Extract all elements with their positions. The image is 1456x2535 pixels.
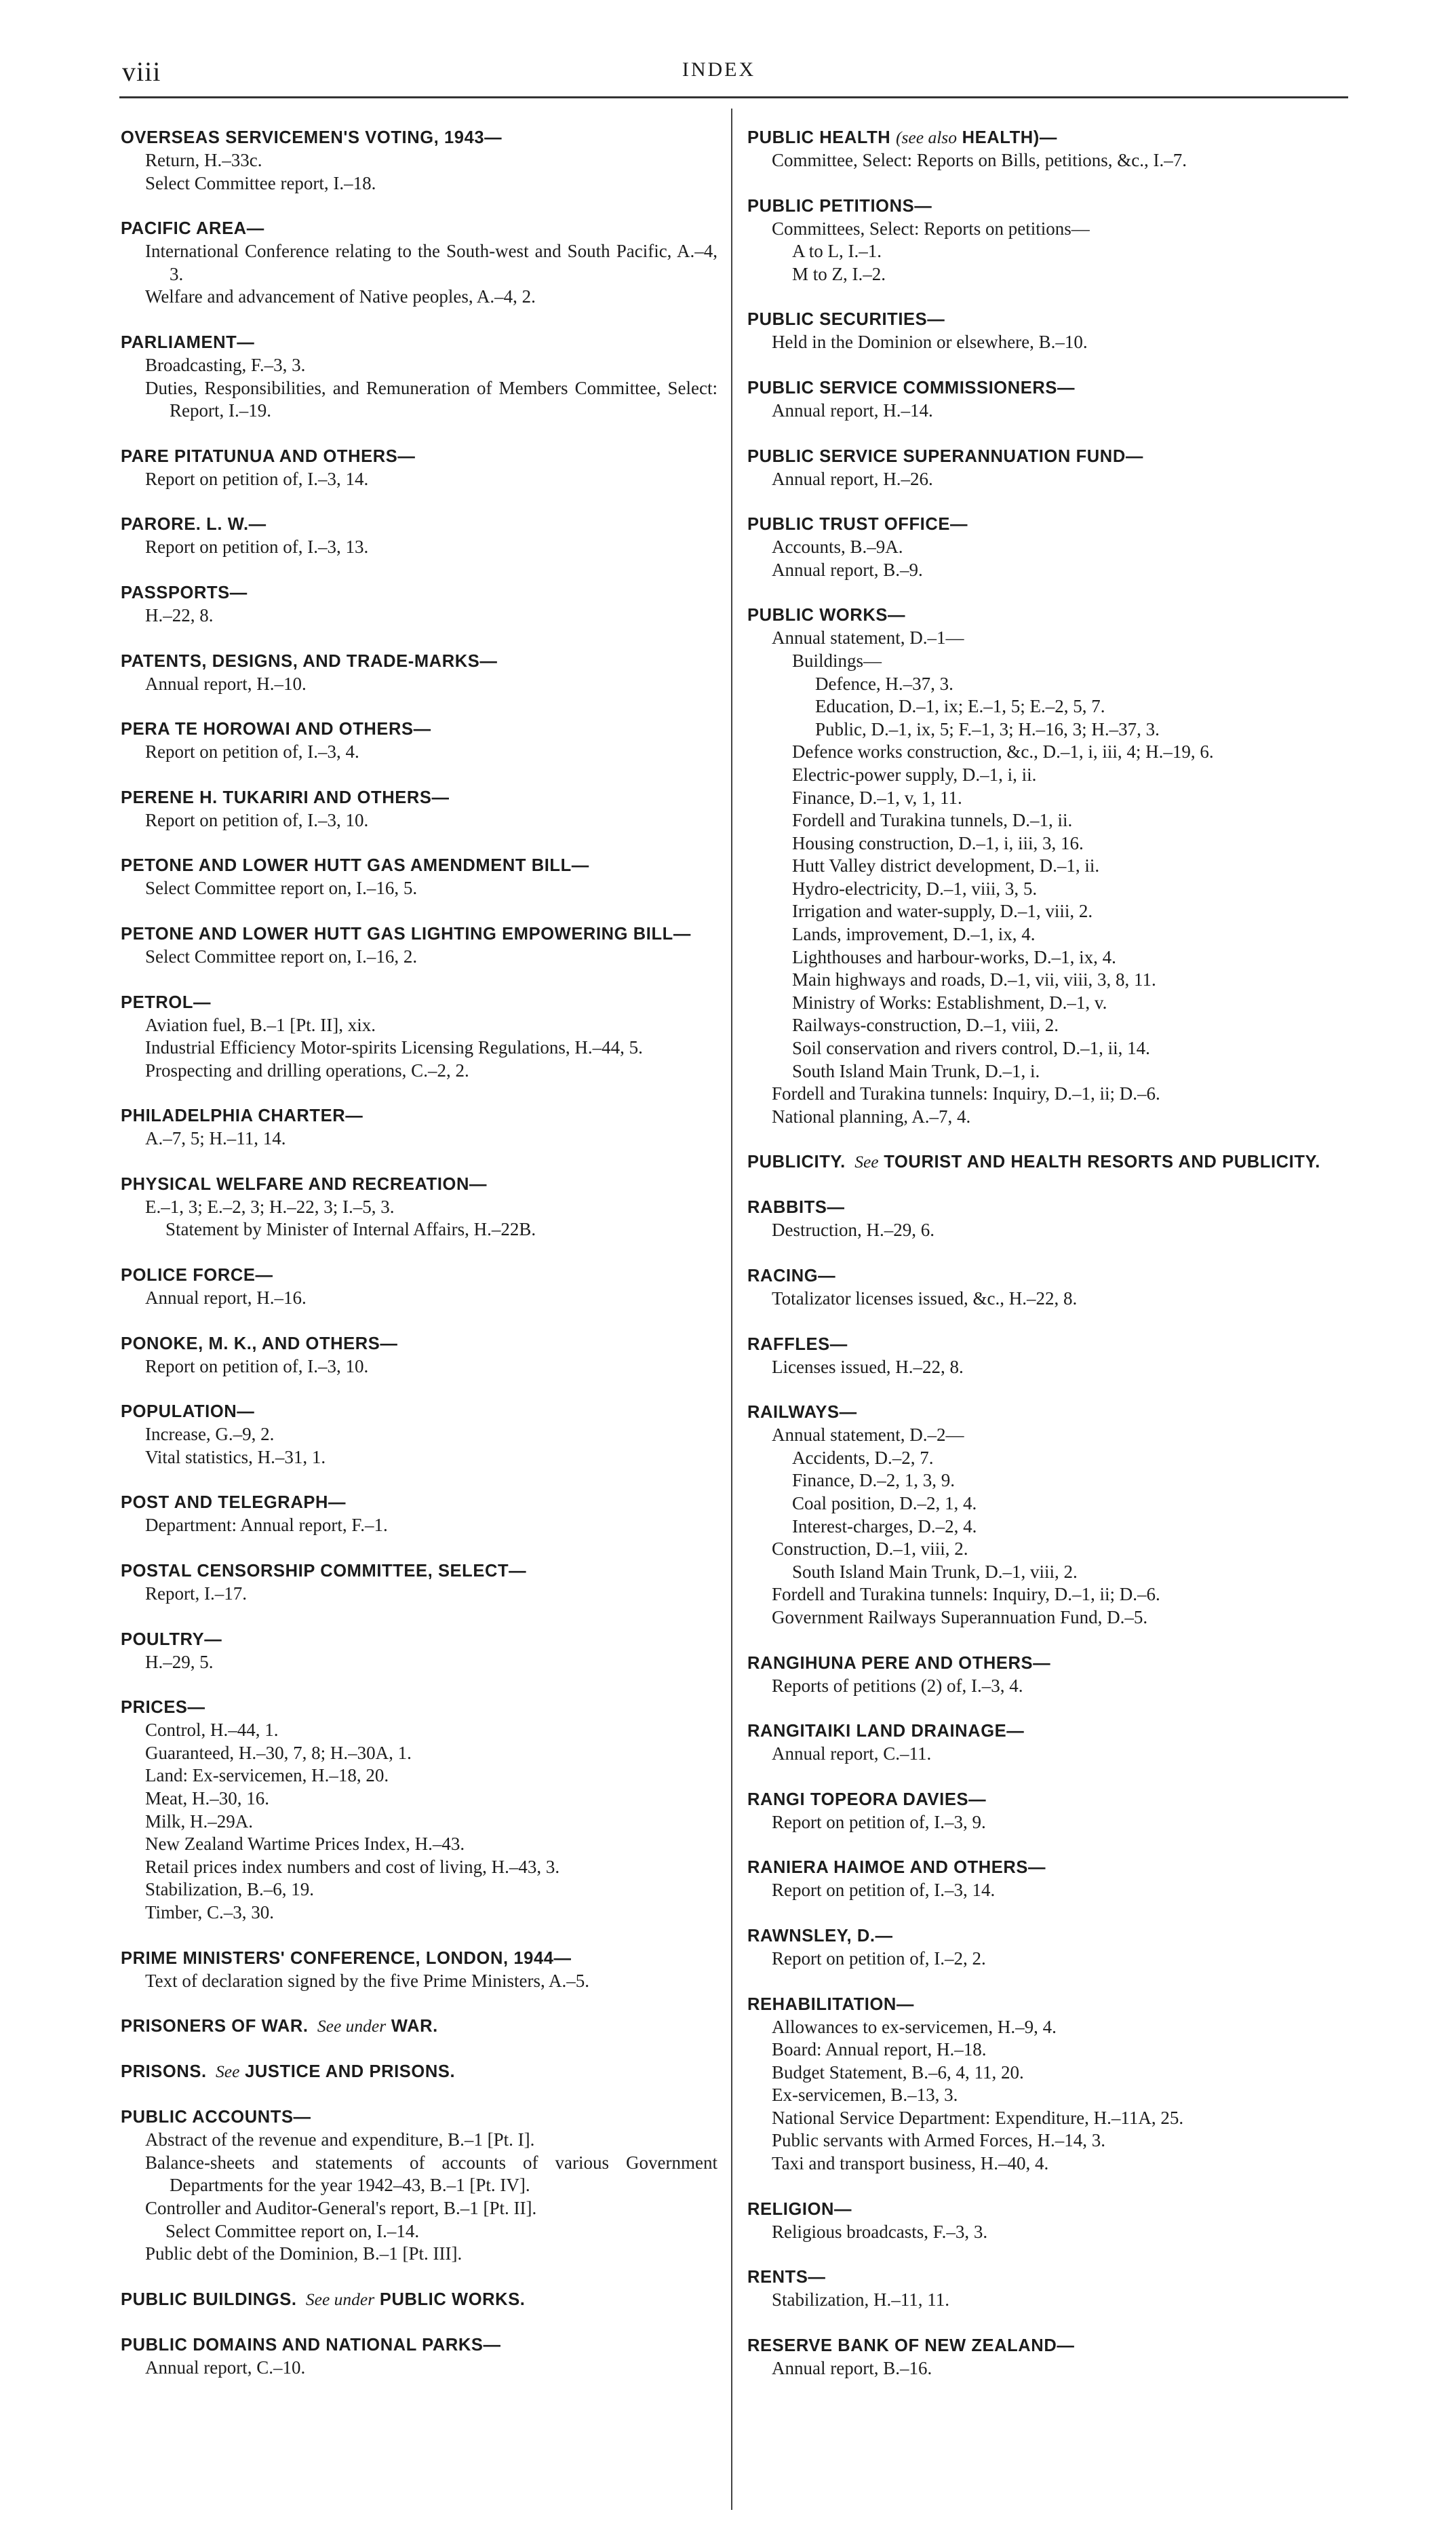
heading-text: PUBLIC DOMAINS AND NATIONAL PARKS— — [121, 2335, 501, 2355]
index-entry — [121, 1696, 717, 1924]
entry-subline: E.–1, 3; E.–2, 3; H.–22, 3; I.–5, 3. — [145, 1196, 395, 1217]
entry-heading — [747, 1993, 1344, 2016]
entry-heading — [121, 1332, 717, 1355]
entry-subline: Accidents, D.–2, 7. — [792, 1447, 934, 1468]
index-entry — [121, 1400, 717, 1469]
index-entry — [747, 126, 1344, 172]
entry-subline: Report on petition of, I.–3, 9. — [772, 1811, 986, 1832]
see-target: WAR. — [391, 2017, 438, 2036]
entry-subline: Annual report, H.–16. — [145, 1288, 307, 1309]
entry-subline: Coal position, D.–2, 1, 4. — [792, 1492, 977, 1513]
entry-heading — [121, 1264, 717, 1287]
entry-subline: Education, D.–1, ix; E.–1, 5; E.–2, 5, 7. — [815, 696, 1105, 717]
heading-text: PUBLIC SERVICE COMMISSIONERS— — [747, 378, 1076, 398]
entry-subline: Annual report, C.–10. — [145, 2357, 306, 2378]
entry-subline: Taxi and transport business, H.–40, 4. — [772, 2153, 1049, 2174]
entry-heading — [121, 2015, 717, 2038]
entry-heading — [747, 1652, 1344, 1675]
entry-subline: Committees, Select: Reports on petitions— — [772, 218, 1090, 239]
index-entry — [121, 923, 717, 969]
entry-heading — [121, 1628, 717, 1651]
entry-heading — [121, 991, 717, 1014]
entry-subline: Select Committee report on, I.–16, 5. — [145, 878, 418, 899]
index-entry — [121, 581, 717, 627]
index-entry — [121, 1560, 717, 1606]
entry-subline: Defence, H.–37, 3. — [815, 673, 953, 694]
entry-subline: Destruction, H.–29, 6. — [772, 1220, 934, 1241]
entry-subline: A.–7, 5; H.–11, 14. — [145, 1128, 286, 1149]
entry-subline: New Zealand Wartime Prices Index, H.–43. — [145, 1834, 465, 1855]
entry-heading — [121, 1104, 717, 1127]
entry-subline: Budget Statement, B.–6, 4, 11, 20. — [772, 2062, 1024, 2083]
see-also-target: HEALTH)— — [962, 128, 1057, 147]
entry-subline: Irrigation and water-supply, D.–1, viii, 2. — [792, 901, 1093, 922]
entry-heading — [121, 2334, 717, 2357]
heading-text: POSTAL CENSORSHIP COMMITTEE, SELECT— — [121, 1562, 527, 1581]
entry-subline: Construction, D.–1, viii, 2. — [772, 1539, 968, 1560]
entry-heading — [747, 1333, 1344, 1356]
entry-heading — [747, 126, 1344, 149]
index-entry — [747, 1993, 1344, 2175]
entry-subline: Increase, G.–9, 2. — [145, 1424, 275, 1445]
heading-text: PRISONERS OF WAR. — [121, 2017, 309, 2036]
entry-heading — [121, 581, 717, 604]
entry-subline: Ex-servicemen, B.–13, 3. — [772, 2085, 958, 2106]
entry-subline: Report on petition of, I.–3, 13. — [145, 537, 369, 558]
index-entry — [747, 445, 1344, 491]
heading-text: PUBLICITY. — [747, 1153, 846, 1172]
index-entry — [121, 513, 717, 559]
heading-text: RANGITAIKI LAND DRAINAGE— — [747, 1722, 1025, 1741]
index-entry — [121, 1104, 717, 1150]
entry-heading — [121, 2288, 717, 2311]
entry-subline: Reports of petitions (2) of, I.–3, 4. — [772, 1675, 1023, 1696]
heading-text: PRISONS. — [121, 2062, 207, 2082]
heading-text: PRIME MINISTERS' CONFERENCE, LONDON, 1944— — [121, 1948, 572, 1968]
heading-text: PUBLIC SECURITIES— — [747, 310, 945, 330]
entry-subline: Select Committee report on, I.–14. — [165, 2220, 420, 2241]
entry-subline: H.–22, 8. — [145, 604, 214, 625]
index-entry — [121, 1947, 717, 1993]
heading-text: PUBLIC HEALTH — [747, 128, 891, 147]
index-entry — [121, 445, 717, 491]
heading-text: RANGIHUNA PERE AND OTHERS— — [747, 1653, 1051, 1673]
entry-subline: Public debt of the Dominion, B.–1 [Pt. III]. — [145, 2243, 463, 2264]
heading-text: RENTS— — [747, 2268, 826, 2287]
heading-text: PACIFIC AREA— — [121, 219, 264, 239]
see-reference: See under — [317, 2016, 387, 2036]
heading-text: RANIERA HAIMOE AND OTHERS— — [747, 1858, 1046, 1878]
entry-subline: Timber, C.–3, 30. — [145, 1901, 274, 1922]
entry-subline: H.–29, 5. — [145, 1651, 214, 1672]
index-entry — [121, 2288, 717, 2311]
entry-heading — [747, 2198, 1344, 2221]
index-entry — [747, 195, 1344, 286]
entry-heading — [121, 923, 717, 946]
entry-heading — [747, 1401, 1344, 1424]
entry-subline: Fordell and Turakina tunnels: Inquiry, D.–1, ii; D.–6. — [772, 1083, 1160, 1104]
entry-subline: Prospecting and drilling operations, C.–2, 2. — [145, 1060, 469, 1081]
entry-subline: Annual statement, D.–1— — [772, 627, 964, 649]
entry-heading — [121, 126, 717, 149]
entry-subline: Control, H.–44, 1. — [145, 1720, 279, 1741]
entry-heading — [121, 1560, 717, 1583]
heading-text: POST AND TELEGRAPH— — [121, 1493, 347, 1513]
entry-subline: Held in the Dominion or elsewhere, B.–10. — [772, 332, 1088, 353]
index-entry — [747, 1788, 1344, 1834]
entry-subline: Broadcasting, F.–3, 3. — [145, 354, 306, 375]
entry-subline: Text of declaration signed by the five Prime Ministers, A.–5. — [145, 1970, 589, 1991]
index-column-right — [747, 126, 1344, 2402]
entry-subline: Aviation fuel, B.–1 [Pt. II], xix. — [145, 1014, 376, 1035]
entry-subline: Licenses issued, H.–22, 8. — [772, 1356, 964, 1377]
heading-text: PUBLIC ACCOUNTS— — [121, 2108, 311, 2127]
entry-subline: Report on petition of, I.–3, 4. — [145, 741, 359, 762]
see-reference: See — [216, 2062, 240, 2082]
entry-heading — [121, 854, 717, 877]
entry-subline: Interest-charges, D.–2, 4. — [792, 1515, 977, 1536]
entry-subline: National planning, A.–7, 4. — [772, 1106, 971, 1127]
index-entry — [121, 126, 717, 195]
entry-subline: Abstract of the revenue and expenditure, B.–1 [Pt. I]. — [145, 2129, 535, 2150]
heading-text: RACING— — [747, 1266, 836, 1285]
entry-subline: International Conference relating to the South-west and South Pacific, A.–4, 3. — [145, 241, 717, 284]
heading-text: PASSPORTS— — [121, 583, 248, 602]
index-entry — [747, 308, 1344, 354]
entry-subline: Defence works construction, &c., D.–1, i, iii, 4; H.–19, 6. — [792, 741, 1214, 762]
heading-text: PETONE AND LOWER HUTT GAS AMENDMENT BILL— — [121, 856, 589, 876]
heading-text: REHABILITATION— — [747, 1994, 915, 2014]
index-entry — [747, 1150, 1344, 1174]
entry-subline: Report on petition of, I.–2, 2. — [772, 1948, 986, 1969]
heading-text: POPULATION— — [121, 1402, 255, 1422]
entry-heading — [747, 1788, 1344, 1811]
index-entry — [747, 2266, 1344, 2312]
heading-text: RAILWAYS— — [747, 1403, 857, 1423]
heading-text: PARORE. L. W.— — [121, 515, 267, 535]
page-header — [88, 56, 1350, 92]
entry-heading — [747, 1150, 1344, 1174]
entry-subline: Finance, D.–1, v, 1, 11. — [792, 787, 962, 808]
entry-subline: Religious broadcasts, F.–3, 3. — [772, 2221, 988, 2242]
see-target: TOURIST AND HEALTH RESORTS AND PUBLICITY. — [884, 1153, 1320, 1172]
entry-subline: Guaranteed, H.–30, 7, 8; H.–30A, 1. — [145, 1742, 412, 1763]
entry-heading — [121, 1947, 717, 1970]
entry-subline: National Service Department: Expenditure, H.–11A, 25. — [772, 2107, 1184, 2128]
entry-subline: Select Committee report on, I.–16, 2. — [145, 946, 418, 967]
index-entry — [121, 1491, 717, 1537]
entry-heading — [121, 2106, 717, 2129]
entry-subline: Report on petition of, I.–3, 14. — [145, 468, 369, 489]
entry-subline: Lighthouses and harbour-works, D.–1, ix, 4. — [792, 946, 1116, 967]
entry-subline: Retail prices index numbers and cost of living, H.–43, 3. — [145, 1856, 560, 1877]
entry-subline: Board: Annual report, H.–18. — [772, 2039, 987, 2060]
entry-subline: A to L, I.–1. — [792, 241, 882, 262]
entry-subline: Government Railways Superannuation Fund, D.–5. — [772, 1606, 1148, 1627]
entry-subline: Buildings— — [792, 650, 882, 671]
entry-subline: Public, D.–1, ix, 5; F.–1, 3; H.–16, 3; H.–37, 3. — [815, 718, 1160, 739]
index-entry — [121, 1332, 717, 1378]
entry-heading — [747, 1720, 1344, 1743]
entry-subline: Annual statement, D.–2— — [772, 1425, 964, 1446]
index-entry — [747, 513, 1344, 581]
entry-subline: Statement by Minister of Internal Affairs, H.–22B. — [165, 1219, 536, 1240]
entry-subline: Meat, H.–30, 16. — [145, 1788, 269, 1808]
entry-heading — [121, 1696, 717, 1719]
entry-subline: Main highways and roads, D.–1, vii, viii, 3, 8, 11. — [792, 969, 1156, 990]
heading-text: PUBLIC PETITIONS— — [747, 196, 932, 216]
heading-text: PATENTS, DESIGNS, AND TRADE-MARKS— — [121, 651, 498, 671]
heading-text: RAFFLES— — [747, 1334, 848, 1354]
entry-subline: Public servants with Armed Forces, H.–14, 3. — [772, 2130, 1105, 2151]
entry-subline: M to Z, I.–2. — [792, 263, 886, 284]
heading-text: PUBLIC WORKS— — [747, 606, 906, 625]
entry-subline: Controller and Auditor-General's report, B.–1 [Pt. II]. — [145, 2197, 537, 2218]
entry-subline: Committee, Select: Reports on Bills, petitions, &c., I.–7. — [772, 150, 1187, 170]
entry-subline: Milk, H.–29A. — [145, 1811, 254, 1832]
entry-heading — [747, 308, 1344, 331]
entry-subline: Lands, improvement, D.–1, ix, 4. — [792, 924, 1036, 945]
page-title: INDEX — [682, 58, 756, 81]
entry-heading — [121, 650, 717, 673]
heading-text: PETROL— — [121, 992, 212, 1012]
index-entry — [121, 217, 717, 309]
index-entry — [121, 718, 717, 764]
entry-heading — [747, 195, 1344, 218]
see-reference: See — [854, 1152, 879, 1172]
index-entry — [121, 2060, 717, 2083]
see-target: PUBLIC WORKS. — [379, 2289, 526, 2309]
entry-subline: Annual report, H.–14. — [772, 400, 933, 421]
index-entry — [121, 2106, 717, 2266]
entry-subline: Annual report, B.–9. — [772, 559, 923, 580]
heading-text: PUBLIC TRUST OFFICE— — [747, 515, 968, 535]
entry-heading — [121, 217, 717, 240]
entry-heading — [121, 1400, 717, 1423]
index-entry — [121, 331, 717, 423]
heading-text: POLICE FORCE— — [121, 1266, 273, 1285]
index-entry — [121, 2334, 717, 2380]
entry-heading — [121, 513, 717, 536]
index-entry — [747, 1720, 1344, 1766]
entry-heading — [747, 376, 1344, 400]
entry-subline: Report on petition of, I.–3, 14. — [772, 1880, 996, 1901]
entry-heading — [121, 1173, 717, 1196]
entry-subline: Annual report, B.–16. — [772, 2357, 932, 2378]
heading-text: PHILADELPHIA CHARTER— — [121, 1106, 363, 1126]
entry-subline: Balance-sheets and statements of accounts of various Government Departments for the year 1942–43, B.–1 [Pt. IV]. — [145, 2152, 717, 2196]
entry-subline: Land: Ex-servicemen, H.–18, 20. — [145, 1765, 389, 1786]
entry-heading — [121, 786, 717, 809]
index-entry — [121, 2015, 717, 2038]
heading-text: RABBITS— — [747, 1198, 845, 1218]
heading-text: PHYSICAL WELFARE AND RECREATION— — [121, 1174, 488, 1194]
see-target: JUSTICE AND PRISONS. — [245, 2062, 456, 2082]
index-entry — [121, 786, 717, 832]
entry-subline: Soil conservation and rivers control, D.–1, ii, 14. — [792, 1038, 1150, 1059]
heading-text: PARLIAMENT— — [121, 332, 255, 352]
index-entry — [747, 2334, 1344, 2380]
entry-heading — [121, 1491, 717, 1514]
entry-heading — [747, 1196, 1344, 1219]
entry-heading — [747, 1856, 1344, 1879]
entry-subline: Totalizator licenses issued, &c., H.–22, 8. — [772, 1288, 1078, 1309]
entry-subline: Annual report, H.–26. — [772, 468, 933, 489]
header-rule — [119, 96, 1348, 98]
entry-subline: Duties, Responsibilities, and Remuneration of Members Committee, Select: Report, I.–19. — [145, 377, 717, 421]
entry-subline: Welfare and advancement of Native peoples, A.–4, 2. — [145, 286, 536, 307]
entry-subline: Annual report, C.–11. — [772, 1743, 932, 1764]
index-entry — [747, 1196, 1344, 1242]
heading-text: RAWNSLEY, D.— — [747, 1926, 893, 1946]
entry-subline: Allowances to ex-servicemen, H.–9, 4. — [772, 2016, 1057, 2037]
entry-subline: Finance, D.–2, 1, 3, 9. — [792, 1470, 955, 1491]
entry-subline: Annual report, H.–10. — [145, 673, 307, 694]
index-entry — [121, 1173, 717, 1241]
column-divider — [731, 109, 732, 2510]
entry-subline: Select Committee report, I.–18. — [145, 172, 376, 193]
entry-subline: Report, I.–17. — [145, 1583, 247, 1604]
index-entry — [747, 1333, 1344, 1379]
entry-subline: Vital statistics, H.–31, 1. — [145, 1446, 326, 1467]
entry-heading — [121, 445, 717, 468]
entry-heading — [747, 1924, 1344, 1948]
index-entry — [747, 1856, 1344, 1902]
index-entry — [121, 1628, 717, 1674]
entry-subline: Hutt Valley district development, D.–1, ii. — [792, 855, 1100, 876]
entry-heading — [747, 604, 1344, 627]
heading-text: OVERSEAS SERVICEMEN'S VOTING, 1943— — [121, 128, 503, 147]
see-also-text: (see also — [896, 128, 957, 147]
heading-text: RELIGION— — [747, 2199, 852, 2219]
entry-subline: Report on petition of, I.–3, 10. — [145, 1355, 369, 1376]
entry-subline: Stabilization, B.–6, 19. — [145, 1879, 314, 1900]
index-entry — [747, 1264, 1344, 1311]
entry-subline: Fordell and Turakina tunnels: Inquiry, D.–1, ii; D.–6. — [772, 1584, 1160, 1605]
entry-subline: Fordell and Turakina tunnels, D.–1, ii. — [792, 810, 1073, 831]
index-entry — [121, 991, 717, 1083]
heading-text: PARE PITATUNUA AND OTHERS— — [121, 446, 416, 466]
index-entry — [121, 650, 717, 696]
heading-text: PUBLIC BUILDINGS. — [121, 2289, 297, 2309]
index-column-left — [121, 126, 717, 2401]
index-entry — [747, 1924, 1344, 1971]
entry-heading — [121, 331, 717, 354]
entry-subline: Stabilization, H.–11, 11. — [772, 2289, 949, 2310]
entry-subline: Industrial Efficiency Motor-spirits Licensing Regulations, H.–44, 5. — [145, 1037, 643, 1058]
entry-subline: South Island Main Trunk, D.–1, i. — [792, 1060, 1040, 1081]
entry-heading — [747, 513, 1344, 536]
heading-text: RANGI TOPEORA DAVIES— — [747, 1789, 987, 1809]
index-entry — [747, 376, 1344, 423]
index-entry — [121, 854, 717, 900]
entry-subline: Electric-power supply, D.–1, i, ii. — [792, 764, 1037, 785]
heading-text: PERENE H. TUKARIRI AND OTHERS— — [121, 788, 450, 807]
index-entry — [747, 2198, 1344, 2244]
entry-subline: Railways-construction, D.–1, viii, 2. — [792, 1015, 1059, 1036]
entry-subline: Return, H.–33c. — [145, 150, 262, 170]
entry-subline: Ministry of Works: Establishment, D.–1, v. — [792, 992, 1107, 1013]
entry-heading — [747, 445, 1344, 468]
see-reference: See under — [305, 2289, 375, 2309]
index-entry — [747, 604, 1344, 1128]
heading-text: PONOKE, M. K., AND OTHERS— — [121, 1334, 398, 1353]
entry-subline: Department: Annual report, F.–1. — [145, 1515, 388, 1536]
entry-heading — [747, 2334, 1344, 2357]
index-entry — [121, 1264, 717, 1310]
entry-heading — [121, 2060, 717, 2083]
entry-heading — [747, 1264, 1344, 1288]
heading-text: RESERVE BANK OF NEW ZEALAND— — [747, 2336, 1075, 2355]
entry-heading — [121, 718, 717, 741]
entry-subline: Report on petition of, I.–3, 10. — [145, 809, 369, 830]
entry-subline: South Island Main Trunk, D.–1, viii, 2. — [792, 1561, 1078, 1582]
heading-text: PERA TE HOROWAI AND OTHERS— — [121, 720, 431, 739]
heading-text: PETONE AND LOWER HUTT GAS LIGHTING EMPOWERING BILL— — [121, 924, 691, 944]
heading-text: PRICES— — [121, 1698, 205, 1718]
entry-heading — [747, 2266, 1344, 2289]
index-entry — [747, 1401, 1344, 1629]
entry-subline: Accounts, B.–9A. — [772, 537, 903, 558]
heading-text: PUBLIC SERVICE SUPERANNUATION FUND— — [747, 446, 1143, 466]
index-entry — [747, 1652, 1344, 1698]
entry-subline: Hydro-electricity, D.–1, viii, 3, 5. — [792, 878, 1038, 899]
heading-text: POULTRY— — [121, 1629, 222, 1649]
entry-subline: Housing construction, D.–1, i, iii, 3, 16. — [792, 832, 1084, 853]
page-number: viii — [122, 56, 161, 87]
